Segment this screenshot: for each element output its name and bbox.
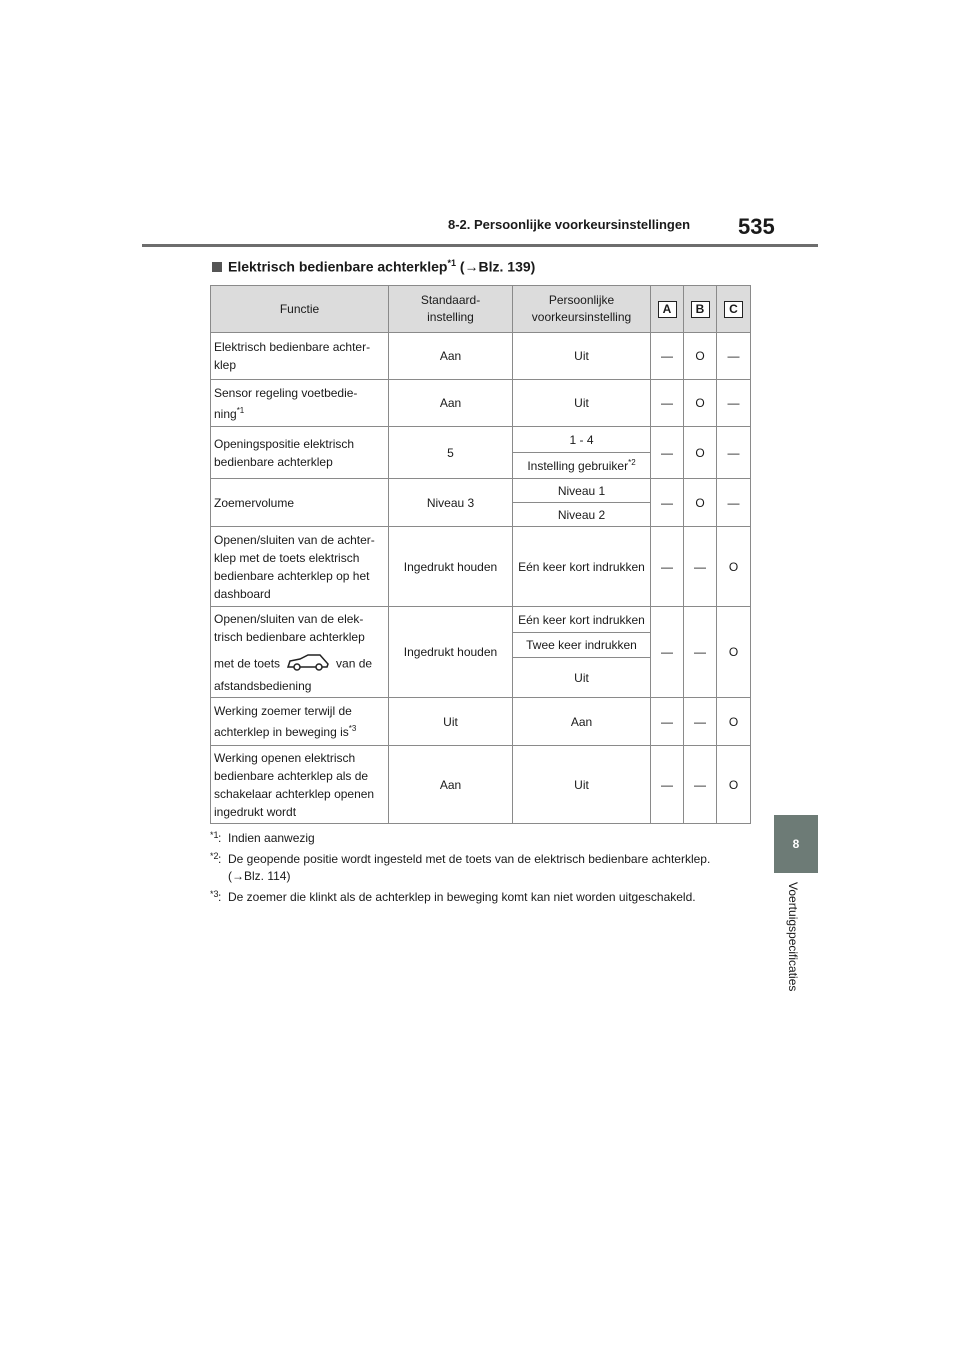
row-a: — <box>651 746 684 824</box>
chapter-tab[interactable]: 8 <box>774 815 818 873</box>
row-a: — <box>651 333 684 380</box>
table-header-row <box>211 286 751 333</box>
label-a-box: A <box>658 301 677 318</box>
row-function: Elektrisch bedienbare achter- klep <box>211 333 389 380</box>
row-a: — <box>651 427 684 479</box>
table-row <box>211 698 751 746</box>
footnote-mark: *3 <box>210 889 219 899</box>
row-c: O <box>717 746 751 824</box>
label-c-box: C <box>724 301 743 318</box>
row-function-pre: met de toets <box>214 656 281 671</box>
settings-table <box>210 285 751 824</box>
row-a: — <box>651 527 684 607</box>
footnote-colon: : <box>218 890 222 904</box>
row-custom: Eén keer kort indrukken <box>513 527 651 607</box>
row-c: O <box>717 527 751 607</box>
row-b: — <box>684 746 717 824</box>
table-row <box>211 607 751 633</box>
custom-option-text: Instelling gebruiker <box>527 459 629 473</box>
row-default: Uit <box>389 698 513 746</box>
row-default: 5 <box>389 427 513 479</box>
footnote-colon: : <box>218 831 222 845</box>
row-custom-option: Niveau 2 <box>513 503 651 527</box>
table-row <box>211 380 751 427</box>
row-function-text: Sensor regeling voetbedie- ning <box>214 385 358 421</box>
row-c: — <box>717 333 751 380</box>
footnote <box>210 830 770 847</box>
row-custom: Aan <box>513 698 651 746</box>
row-custom-option: Twee keer indrukken <box>513 633 651 658</box>
footnote <box>210 889 770 906</box>
row-b: — <box>684 698 717 746</box>
table-row <box>211 333 751 380</box>
row-c: — <box>717 427 751 479</box>
row-function <box>211 380 389 427</box>
row-function: Werking openen elektrisch bedienbare achterklep als de schakelaar achterklep openen ingedrukt wordt <box>211 746 389 824</box>
header-b <box>684 286 717 333</box>
header-a <box>651 286 684 333</box>
row-function: Openingspositie elektrisch bedienbare achterklep <box>211 427 389 479</box>
row-custom-option: 1 - 4 <box>513 427 651 453</box>
row-custom-option: Niveau 1 <box>513 479 651 503</box>
row-c: — <box>717 380 751 427</box>
footnote-text: De zoemer die klinkt als de achterklep in beweging komt kan niet worden uitgeschakeld. <box>228 890 696 904</box>
row-a: — <box>651 380 684 427</box>
row-b: O <box>684 427 717 479</box>
footnote-mark: *1 <box>210 830 219 840</box>
page-number: 535 <box>738 214 775 239</box>
row-b: — <box>684 607 717 698</box>
row-c: O <box>717 607 751 698</box>
row-custom: Uit <box>513 746 651 824</box>
row-default: Aan <box>389 333 513 380</box>
row-custom: Uit <box>513 380 651 427</box>
row-a: — <box>651 698 684 746</box>
row-b: — <box>684 527 717 607</box>
custom-option-sup: *2 <box>628 458 636 467</box>
header-rule <box>142 244 818 247</box>
heading-text: Elektrisch bedienbare achterklep <box>228 258 448 275</box>
row-c: O <box>717 698 751 746</box>
row-custom-option: Uit <box>513 658 651 698</box>
footnote-mark: *2 <box>210 851 219 861</box>
heading-footnote-mark: *1 <box>447 258 456 268</box>
table-row <box>211 527 751 607</box>
row-function-sup: *1 <box>236 405 245 415</box>
car-tailgate-icon <box>286 652 330 677</box>
row-function-post: van de <box>336 656 373 671</box>
footnote-colon: : <box>218 852 222 866</box>
row-c: — <box>717 479 751 527</box>
table-row <box>211 746 751 824</box>
row-custom-option <box>513 453 651 479</box>
row-function-text: Openen/sluiten van de elek- trisch bedienbare achterklep <box>214 611 365 644</box>
row-b: O <box>684 479 717 527</box>
header-function: Functie <box>211 286 389 333</box>
row-function: Zoemervolume <box>211 479 389 527</box>
header-custom: Persoonlijke voorkeursinstelling <box>513 286 651 333</box>
row-default: Ingedrukt houden <box>389 527 513 607</box>
row-b: O <box>684 333 717 380</box>
row-b: O <box>684 380 717 427</box>
chapter-title: 8-2. Persoonlijke voorkeursinstellingen <box>448 217 691 232</box>
footnotes <box>210 830 770 910</box>
chapter-side-label-text: Voertuigspecificaties <box>786 882 800 992</box>
row-function <box>211 698 389 746</box>
row-function-line4: afstandsbediening <box>214 678 312 693</box>
chapter-side-label <box>784 882 804 1022</box>
row-default: Ingedrukt houden <box>389 607 513 698</box>
footnote-text: De geopende positie wordt ingesteld met de toets van de elektrisch bedienbare achterklep. (→Blz. 114) <box>228 852 711 883</box>
row-default: Aan <box>389 380 513 427</box>
header-default: Standaard- instelling <box>389 286 513 333</box>
heading-reference: (→Blz. 139) <box>455 258 536 275</box>
row-function-sup: *3 <box>348 724 357 733</box>
row-function: Openen/sluiten van de achter- klep met de toets elektrisch bedienbare achterklep op het dashboard <box>211 527 389 607</box>
section-heading <box>212 258 535 275</box>
header-c <box>717 286 751 333</box>
row-custom: Uit <box>513 333 651 380</box>
row-function-icon-line <box>214 652 385 677</box>
label-b-box: B <box>691 301 710 318</box>
row-a: — <box>651 479 684 527</box>
row-function-text: Werking zoemer terwijl de achterklep in beweging is <box>214 704 352 739</box>
footnote <box>210 851 770 885</box>
footnote-text: Indien aanwezig <box>228 831 315 845</box>
bullet-square-icon <box>212 262 222 272</box>
row-function <box>211 607 389 698</box>
table-row <box>211 427 751 453</box>
row-default: Niveau 3 <box>389 479 513 527</box>
row-a: — <box>651 607 684 698</box>
table-row <box>211 479 751 503</box>
row-custom-option: Eén keer kort indrukken <box>513 607 651 633</box>
row-default: Aan <box>389 746 513 824</box>
